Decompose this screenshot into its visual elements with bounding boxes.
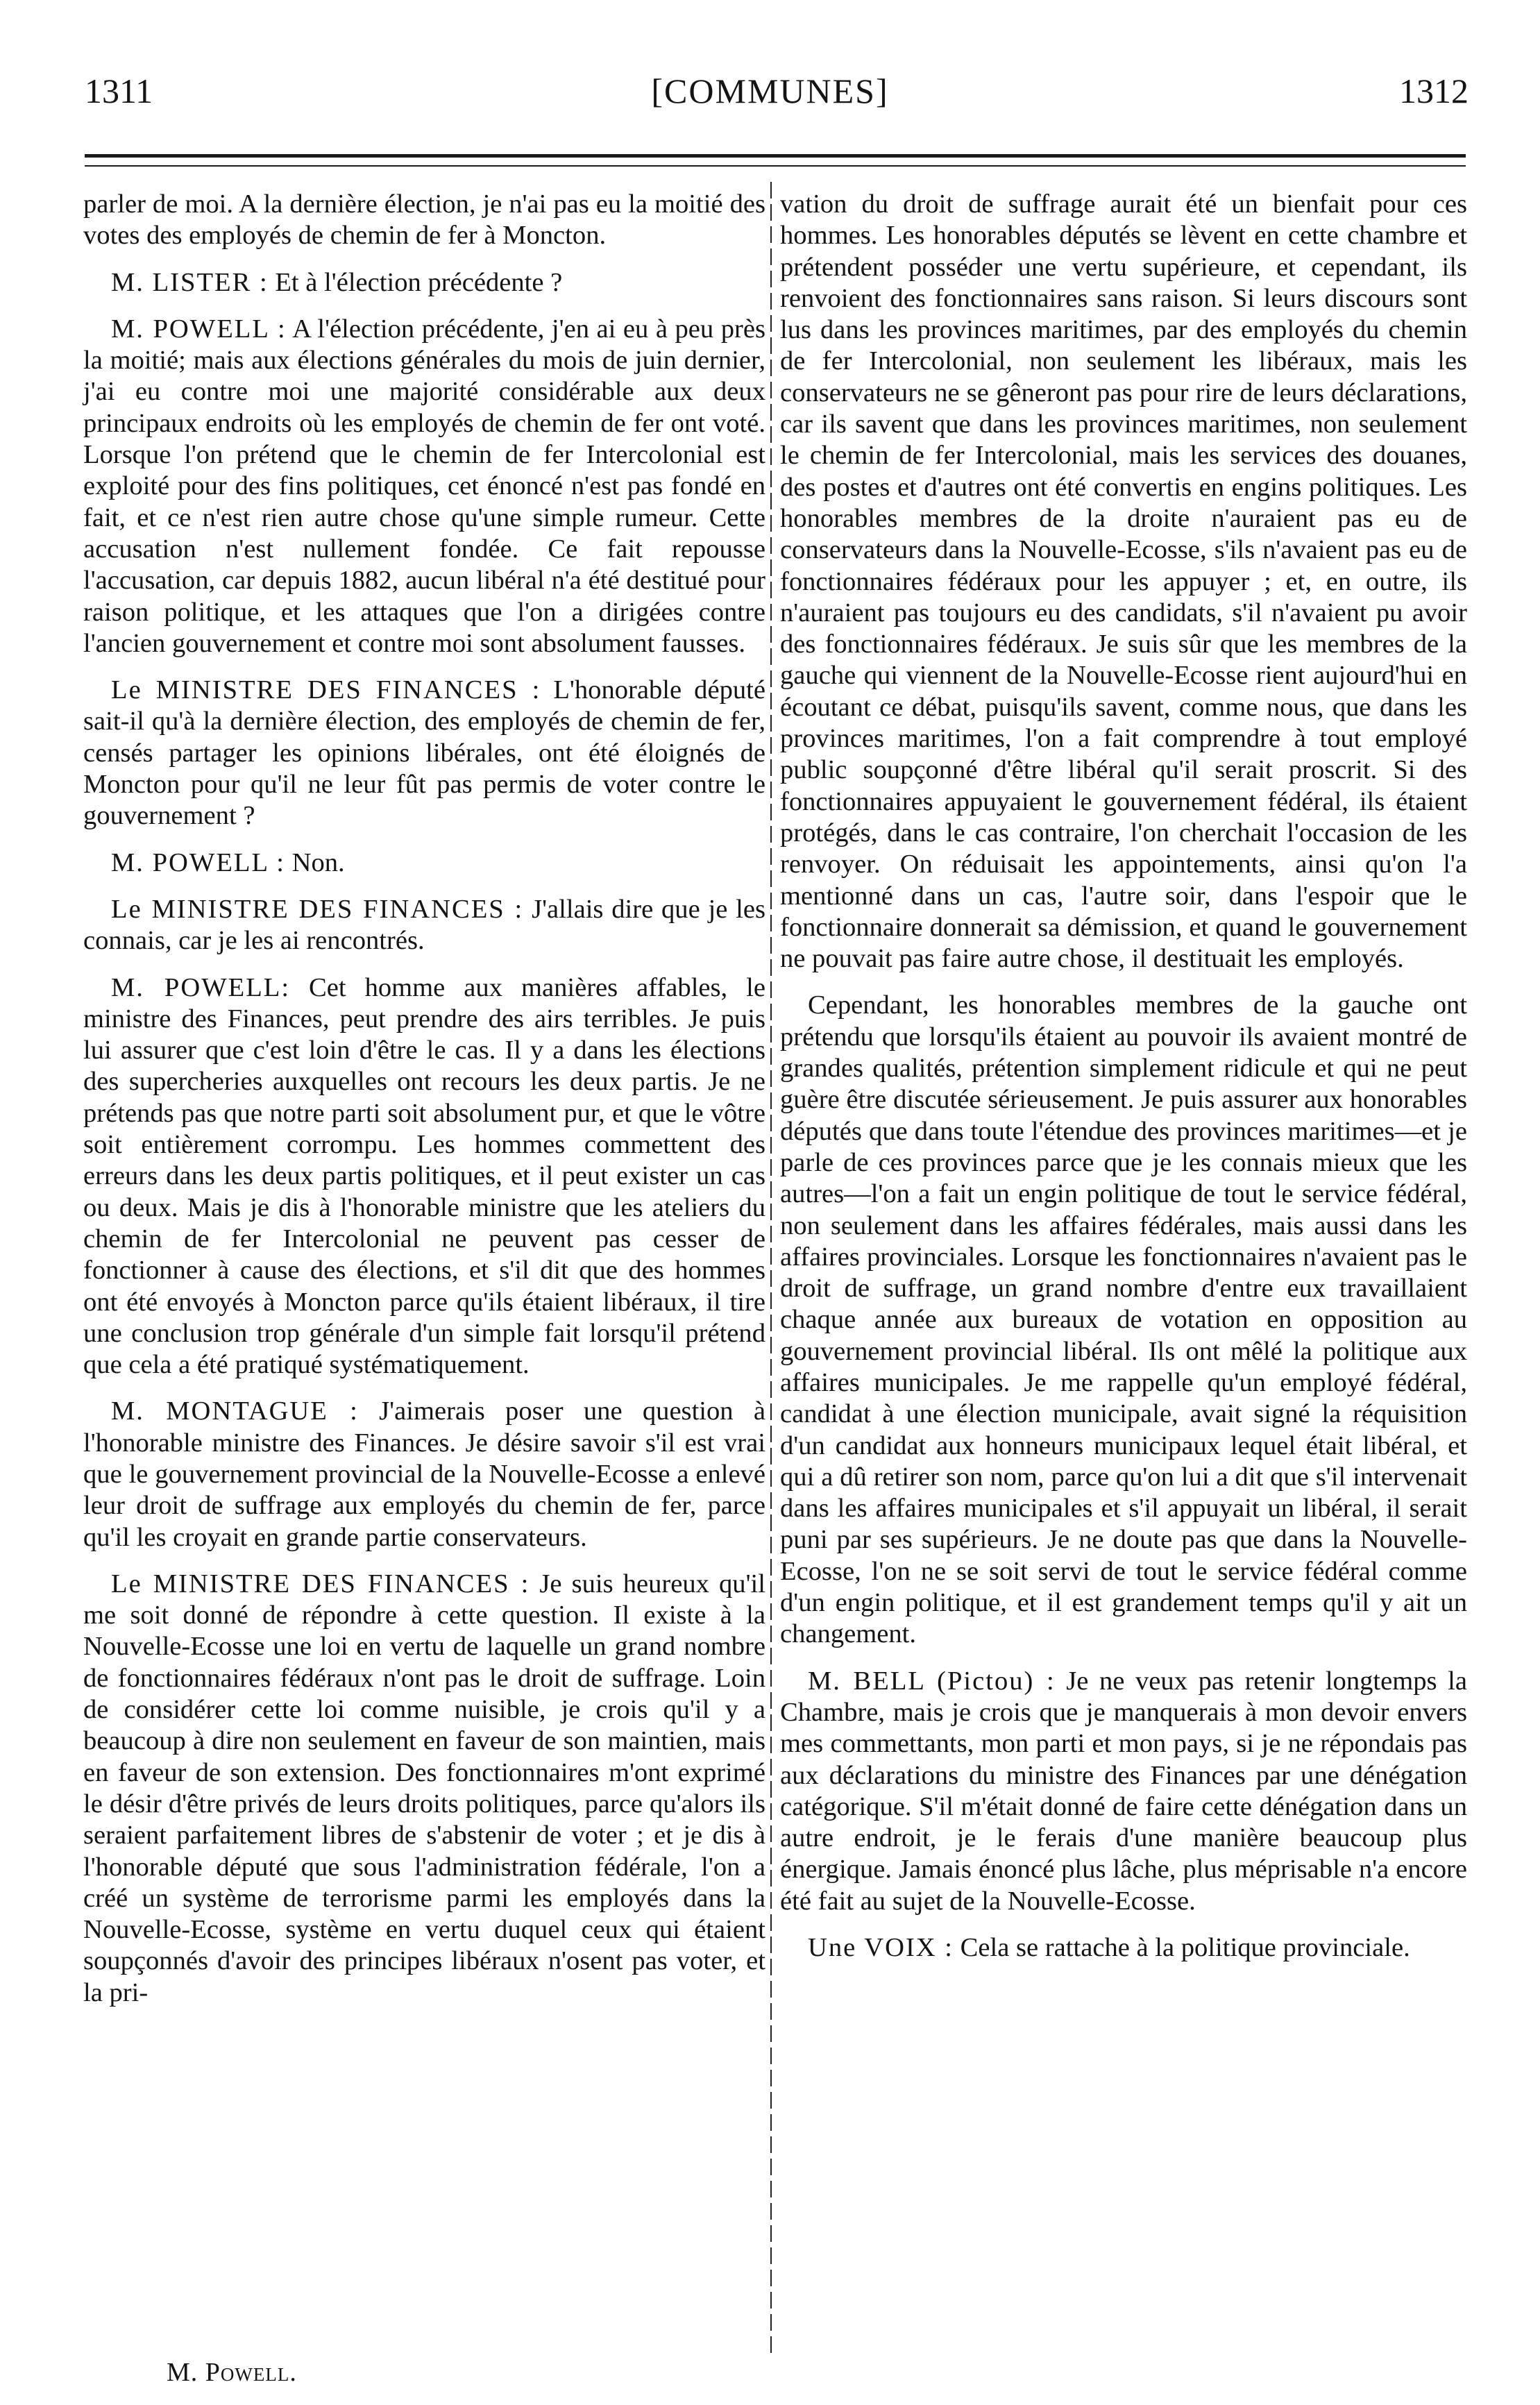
paragraph bbox=[83, 675, 765, 832]
paragraph bbox=[83, 894, 765, 957]
speaker-label: Le MINISTRE DES FINANCES : bbox=[111, 894, 524, 924]
paragraph-text: J'aimerais poser une question à l'honorable ministre des Finances. Je désire savoir s'il est vrai que le gouvernement provincial de la Nouvelle-Ecosse a enlevé leur droit de suffrage aux employés du chemin de fer, parce qu'il les croyait en grande partie conservateurs. bbox=[83, 1396, 765, 1552]
paragraph bbox=[83, 847, 765, 879]
page-title: [COMMUNES] bbox=[651, 71, 889, 110]
speaker-label: Le MINISTRE DES FINANCES : bbox=[111, 1569, 530, 1598]
left-column bbox=[83, 189, 765, 2375]
paragraph bbox=[83, 1569, 765, 2009]
paragraph bbox=[83, 314, 765, 659]
header-rule-thick bbox=[85, 154, 1466, 158]
page-number-left: 1311 bbox=[85, 71, 153, 110]
paragraph bbox=[83, 972, 765, 1381]
paragraph-text: A l'élection précédente, j'en ai eu à peu près la moitié; mais aux élections générales du mois de juin dernier, j'ai eu contre moi une majorité considérable aux deux principaux endroits où les employés de chemin de fer ont voté. Lorsque l'on prétend que le chemin de fer Intercolonial est exploité pour des fins politiques, cet énoncé n'est pas fondé en fait, et ce n'est rien autre chose qu'une simple rumeur. Cette accusation n'est nullement fondée. Ce fait repousse l'accusation, car depuis 1882, aucun libéral n'a été destitué pour raison politique, et les attaques que l'on a dirigées contre l'ancien gouvernement et contre moi sont absolument fausses. bbox=[83, 314, 765, 658]
paragraph bbox=[83, 1396, 765, 1553]
paragraph-text: Cependant, les honorables membres de la gauche ont prétendu que lorsqu'ils étaient au pouvoir ils avaient montré de grandes qualités, prétention simplement ridicule et qui ne peut guère être discutée sérieusement. Je puis assurer aux honorables députés que dans toute l'étendue des provinces maritimes—et je parle de ces provinces parce que je les connais mieux que les autres—l'on a fait un engin politique de tout le service fédéral, non seulement dans les affaires fédérales, mais aussi dans les affaires provinciales. Lorsque les fonctionnaires n'avaient pas le droit de suffrage, un grand nombre d'entre eux travaillaient chaque année aux bureaux de votation en opposition au gouvernement provincial libéral. Ils ont mêlé la politique aux affaires municipales. Je me rappelle qu'un employé fédéral, candidat à une élection municipale, avait signé la réquisition d'un candidat aux honneurs municipaux lequel était libéral, et qui a dû retirer son nom, parce qu'on lui a dit que s'il intervenait dans les affaires municipales et s'il appuyait un libéral, il serait puni par ses supérieurs. Je ne doute pas que dans la Nouvelle-Ecosse, l'on ne se soit servi de tout le service fédéral comme d'un engin politique, et il est grandement temps qu'il y ait un changement. bbox=[780, 990, 1467, 1649]
paragraph bbox=[83, 267, 765, 298]
paragraph bbox=[780, 189, 1467, 974]
paragraph-text: Cela se rattache à la politique provinciale. bbox=[960, 1933, 1410, 1963]
speaker-label: M. BELL (Pictou) : bbox=[808, 1666, 1056, 1696]
paragraph-text: Cet homme aux manières affables, le ministre des Finances, peut prendre des airs terribles. Je puis lui assurer que c'est loin d'être le cas. Il y a dans les élections des supercheries auxquelles ont recours les deux partis. Je ne prétends pas que notre parti soit absolument pur, et que le vôtre soit entièrement corrompu. Les hommes commettent des erreurs dans les deux partis politiques, et il peut exister un cas ou deux. Mais je dis à l'honorable ministre que les ateliers du chemin de fer Intercolonial ne peuvent pas cesser de fonctionner à cause des élections, et s'il dit que des hommes ont été envoyés à Moncton parce qu'ils étaient libéraux, il tire une conclusion trop générale d'un simple fait lorsqu'il prétend que cela a été pratiqué systématiquement. bbox=[83, 972, 766, 1380]
speaker-label: M. POWELL: bbox=[111, 972, 291, 1002]
paragraph bbox=[83, 189, 765, 252]
speaker-label: Le MINISTRE DES FINANCES : bbox=[111, 675, 541, 705]
header-rule-thin bbox=[85, 165, 1466, 167]
paragraph bbox=[780, 990, 1467, 1650]
speaker-label: M. MONTAGUE : bbox=[111, 1396, 359, 1426]
paragraph-text: Je suis heureux qu'il me soit donné de répondre à cette question. Il existe à la Nouvelle-Ecosse une loi en vertu de laquelle un grand nombre de fonctionnaires fédéraux n'ont pas le droit de suffrage. Loin de considérer cette loi comme nuisible, je crois qu'il y a beaucoup à dire non seulement en faveur de son maintien, mais en faveur de son extension. Des fonctionnaires m'ont exprimé le désir d'être privés de leurs droits politiques, parce qu'alors ils seraient parfaitement libres de s'abstenir de voter ; et je dis à l'honorable député que sous l'administration fédérale, l'on a créé un système de terrorisme parmi les employés dans la Nouvelle-Ecosse, système en vertu duquel ceux qui étaient soupçonnés d'avoir des principes libéraux n'osent pas voter, et la pri- bbox=[83, 1569, 765, 2007]
column-divider bbox=[770, 182, 772, 2354]
catchword-footer: M. Powell. bbox=[167, 2358, 297, 2387]
paragraph-text: J'allais dire que je les connais, car je les ai rencontrés. bbox=[83, 894, 765, 956]
right-column bbox=[780, 189, 1467, 2375]
paragraph-text: Et à l'élection précédente ? bbox=[275, 267, 563, 297]
paragraph-text: parler de moi. A la dernière élection, je n'ai pas eu la moitié des votes des employés de chemin de fer à Moncton. bbox=[83, 189, 765, 251]
paragraph bbox=[780, 1666, 1467, 1917]
speaker-label: M. POWELL : bbox=[111, 314, 287, 344]
speaker-label: M. POWELL : bbox=[111, 847, 285, 877]
paragraph-text: vation du droit de suffrage aurait été un bienfait pour ces hommes. Les honorables députés se lèvent en cette chambre et prétendent posséder une vertu supérieure, et cependant, ils renvoient des fonctionnaires sans raison. Si leurs discours sont lus dans les provinces maritimes, par des employés du chemin de fer Intercolonial, non seulement les libéraux, mais les conservateurs ne se gêneront pas pour rire de leurs déclarations, car ils savent que dans les provinces maritimes, non seulement le chemin de fer Intercolonial, mais les services des douanes, des postes et d'autres ont été convertis en engins politiques. Les honorables membres de la droite n'auraient pas eu de conservateurs dans la Nouvelle-Ecosse, s'ils n'avaient pas eu de fonctionnaires fédéraux pour les appuyer ; et, en outre, ils n'auraient pas toujours eu des candidats, s'il n'avaient pu avoir des fonctionnaires fédéraux. Je suis sûr que les membres de la gauche qui viennent de la Nouvelle-Ecosse rient aujourd'hui en écoutant ce débat, puisqu'ils savent, comme nous, que dans les provinces maritimes, l'on a fait comprendre à tout employé public soupçonné d'être libéral qu'il serait proscrit. Si des fonctionnaires appuyaient le gouvernement fédéral, ils étaient protégés, dans le cas contraire, l'on cherchait l'occasion de les renvoyer. On réduisait les appointements, ainsi qu'on l'a mentionné dans un cas, l'autre soir, dans l'espoir que le fonctionnaire donnerait sa démission, et quand le gouvernement ne pouvait pas faire autre chose, il destituait les employés. bbox=[780, 189, 1467, 974]
paragraph-text: Non. bbox=[291, 847, 345, 877]
page-number-right: 1312 bbox=[1399, 71, 1469, 110]
speaker-label: M. LISTER : bbox=[111, 267, 269, 297]
paragraph-text: Je ne veux pas retenir longtemps la Chambre, mais je crois que je manquerais à mon devoir envers mes commettants, mon parti et mon pays, si je ne répondais pas aux déclarations du ministre des Finances par une dénégation catégorique. S'il m'était donné de faire cette dénégation dans un autre endroit, je le ferais d'une manière beaucoup plus énergique. Jamais énoncé plus lâche, plus méprisable n'a encore été fait au sujet de la Nouvelle-Ecosse. bbox=[780, 1666, 1467, 1916]
speaker-label: Une VOIX : bbox=[808, 1933, 954, 1963]
paragraph bbox=[780, 1932, 1467, 1964]
paragraph-text: L'honorable député sait-il qu'à la dernière élection, des employés de chemin de fer, censés partager les opinions libérales, ont été éloignés de Moncton pour qu'il ne leur fût pas permis de voter contre le gouvernement ? bbox=[83, 675, 766, 831]
